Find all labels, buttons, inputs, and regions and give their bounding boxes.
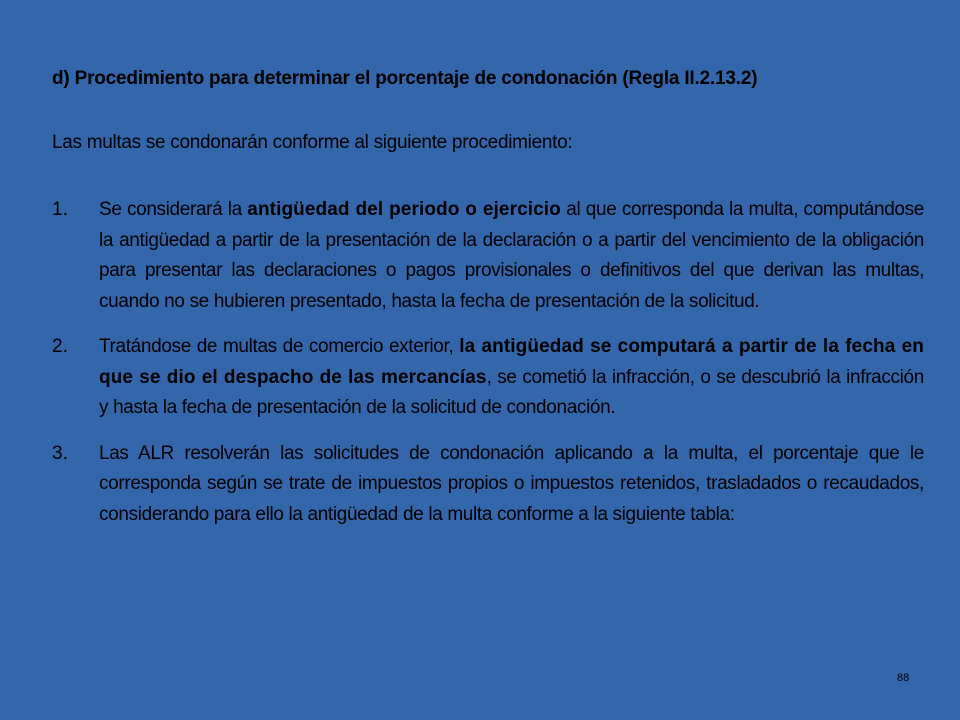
item-text-part: Se considerará la xyxy=(99,199,248,220)
procedure-list xyxy=(52,195,924,545)
item-text-part: al que corresponda la multa, computándose la antigüedad a partir de la presentación de la declaración o a partir del vencimiento de la obligación para presentar las declaraciones o pagos provisionales o definitivos del que derivan las multas, cuando no se hubieren presentado, hasta la fecha de presentación de la solicitud. xyxy=(99,199,924,312)
list-item-text xyxy=(99,195,924,317)
list-item-text xyxy=(99,332,924,424)
list-item-number: 2. xyxy=(52,336,68,357)
list-item-2 xyxy=(52,332,924,424)
list-item-1 xyxy=(52,195,924,317)
list-item-number: 1. xyxy=(52,199,68,220)
section-heading: d) Procedimiento para determinar el porcentaje de condonación (Regla II.2.13.2) xyxy=(52,68,758,89)
item-text-part: , se cometió la infracción, o se descubrió la infracción y hasta la fecha de presentación de la solicitud de condonación. xyxy=(99,366,924,418)
list-item-text xyxy=(99,439,924,531)
page-number: 88 xyxy=(897,672,910,684)
item-text-emphasis: la antigüedad se computará a partir de la fecha en que se dio el despacho de las mercancías xyxy=(99,336,924,388)
list-item-number: 3. xyxy=(52,442,68,464)
item-text-part: Las ALR resolverán las solicitudes de condonación aplicando a la multa, el porcentaje que le corresponda según se trate de impuestos propios o impuestos retenidos, trasladados o recaudados, considerando para ello la antigüedad de la multa conforme a la siguiente tabla: xyxy=(99,442,924,525)
item-text-emphasis: antigüedad del periodo o ejercicio xyxy=(247,199,561,220)
item-text-part: Tratándose de multas de comercio exterior, xyxy=(99,336,460,357)
list-item-3 xyxy=(52,439,924,531)
intro-text: Las multas se condonarán conforme al siguiente procedimiento: xyxy=(52,132,573,153)
